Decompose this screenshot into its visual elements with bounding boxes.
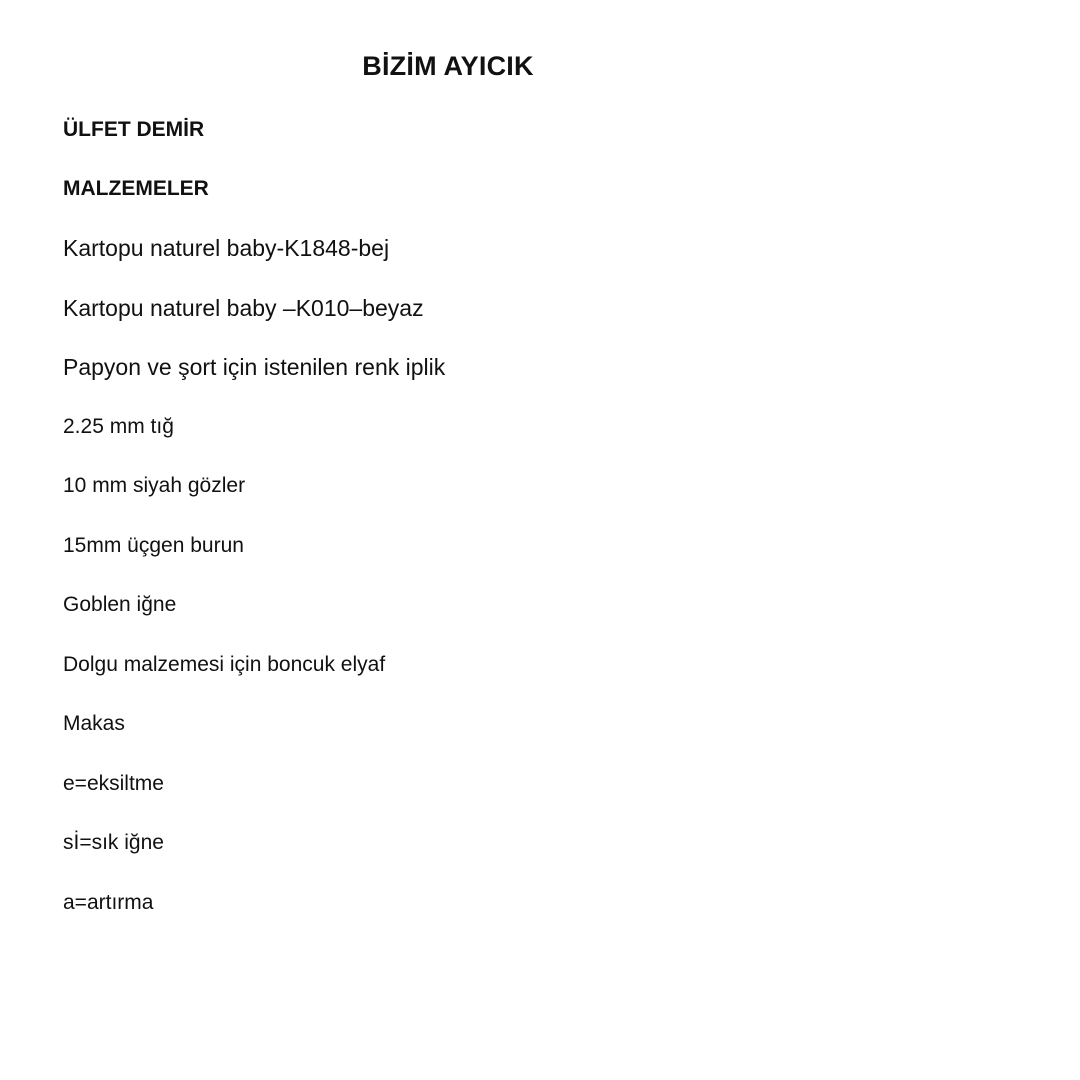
list-item: e=eksiltme: [63, 771, 164, 795]
list-item: Kartopu naturel baby-K1848-bej: [63, 235, 390, 261]
list-item: 10 mm siyah gözler: [63, 474, 246, 497]
list-item: 15mm üçgen burun: [63, 533, 244, 557]
list-item: 2.25 mm tığ: [63, 414, 174, 438]
list-item: sİ=sık iğne: [63, 831, 164, 854]
list-item: a=artırma: [63, 890, 154, 914]
list-item: Makas: [63, 712, 125, 735]
materials-heading: MALZEMELER: [63, 177, 209, 200]
list-item: Papyon ve şort için istenilen renk iplik: [63, 354, 446, 380]
document-title: BİZİM AYICIK: [362, 51, 534, 81]
list-item: Goblen iğne: [63, 593, 177, 616]
author-name: ÜLFET DEMİR: [63, 118, 205, 141]
materials-list: [63, 232, 445, 946]
list-item: Kartopu naturel baby –K010–beyaz: [63, 294, 424, 321]
list-item: Dolgu malzemesi için boncuk elyaf: [63, 652, 386, 676]
